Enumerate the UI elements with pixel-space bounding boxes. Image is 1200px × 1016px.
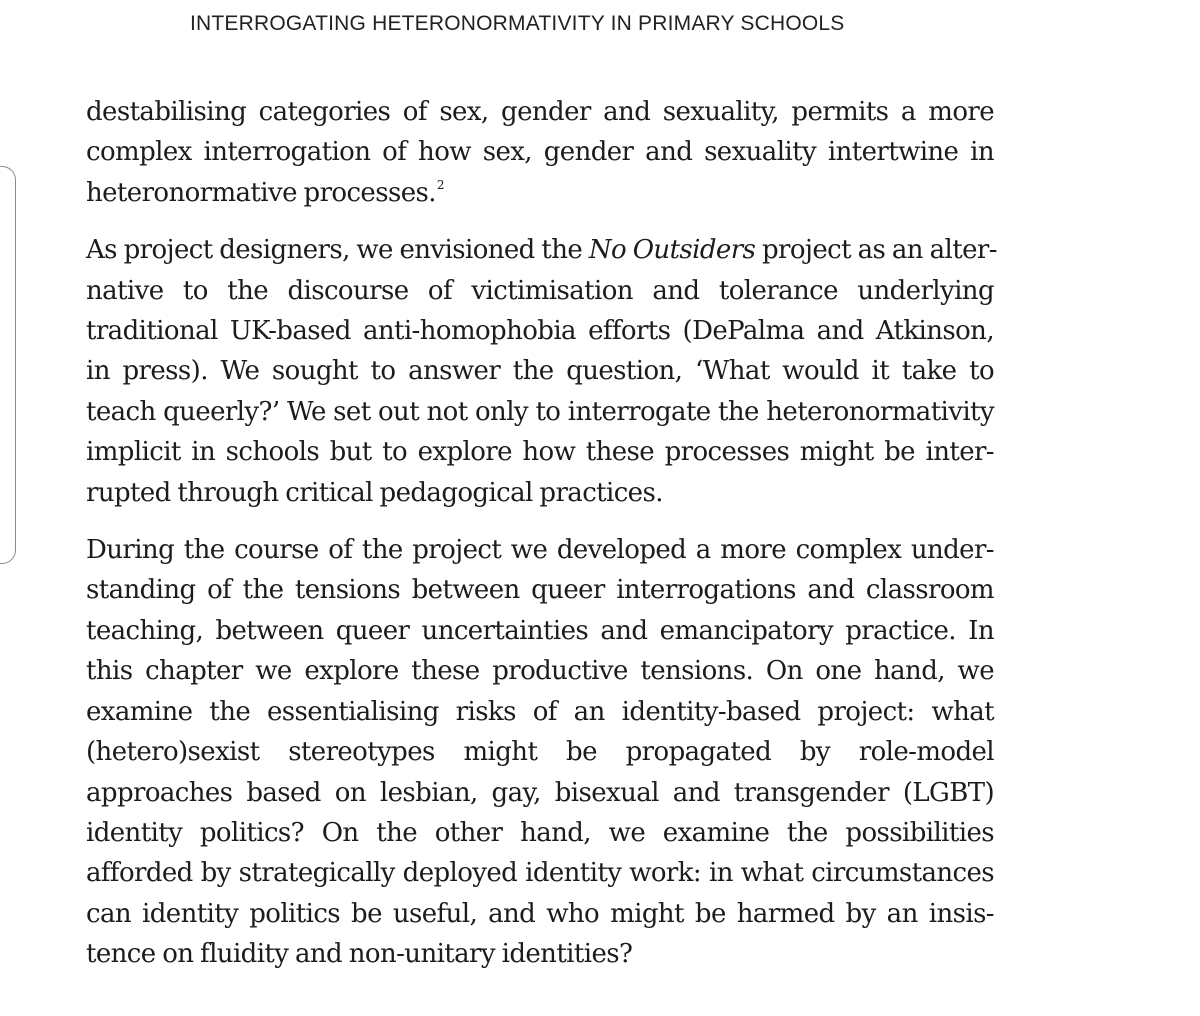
text-line bbox=[86, 173, 994, 213]
page-edge-tab[interactable] bbox=[0, 166, 16, 564]
italic-title: No Outsiders bbox=[588, 235, 756, 266]
text-line: in press). We sought to answer the question, ‘What would it take to bbox=[86, 356, 994, 387]
text-line: implicit in schools but to explore how these processes might be inter- bbox=[86, 437, 994, 468]
paragraph-3 bbox=[86, 530, 994, 974]
text-line: rupted through critical pedagogical practices. bbox=[86, 477, 663, 508]
running-head: INTERROGATING HETERONORMATIVITY IN PRIMARY SCHOOLS bbox=[190, 12, 845, 35]
text-line: complex interrogation of how sex, gender and sexuality intertwine in bbox=[86, 137, 994, 168]
text-line-content: heteronormative processes. bbox=[86, 177, 436, 208]
text-segment: As project designers, we envisioned the bbox=[86, 235, 589, 266]
text-line: tence on fluidity and non-unitary identities? bbox=[86, 939, 633, 970]
paragraph-1 bbox=[86, 92, 994, 213]
text-segment: project as an alter- bbox=[755, 235, 997, 266]
text-line: can identity politics be useful, and who might be harmed by an insis- bbox=[86, 898, 994, 929]
text-line: identity politics? On the other hand, we examine the possibilities bbox=[86, 817, 994, 848]
paragraph-2 bbox=[86, 230, 997, 513]
text-line: (hetero)sexist stereotypes might be propagated by role-model bbox=[86, 737, 994, 768]
text-line: standing of the tensions between queer interrogations and classroom bbox=[86, 575, 994, 606]
text-line: destabilising categories of sex, gender and sexuality, permits a more bbox=[86, 97, 994, 127]
text-line: approaches based on lesbian, gay, bisexual and transgender (LGBT) bbox=[86, 777, 994, 808]
text-line: this chapter we explore these productive tensions. On one hand, we bbox=[86, 656, 994, 687]
text-line: examine the essentialising risks of an identity-based project: what bbox=[86, 696, 994, 727]
text-line: During the course of the project we developed a more complex under- bbox=[86, 535, 994, 566]
footnote-marker[interactable]: 2 bbox=[436, 177, 444, 192]
text-line: teach queerly?’ We set out not only to interrogate the heteronormativity bbox=[86, 396, 994, 427]
body-text bbox=[86, 92, 997, 975]
text-line: afforded by strategically deployed identity work: in what circumstances bbox=[86, 858, 994, 889]
text-line: teaching, between queer uncertainties and emancipatory practice. In bbox=[86, 615, 994, 646]
text-line: native to the discourse of victimisation and tolerance underlying bbox=[86, 275, 994, 306]
text-line bbox=[86, 230, 997, 270]
text-line: traditional UK-based anti-homophobia efforts (DePalma and Atkinson, bbox=[86, 316, 994, 347]
